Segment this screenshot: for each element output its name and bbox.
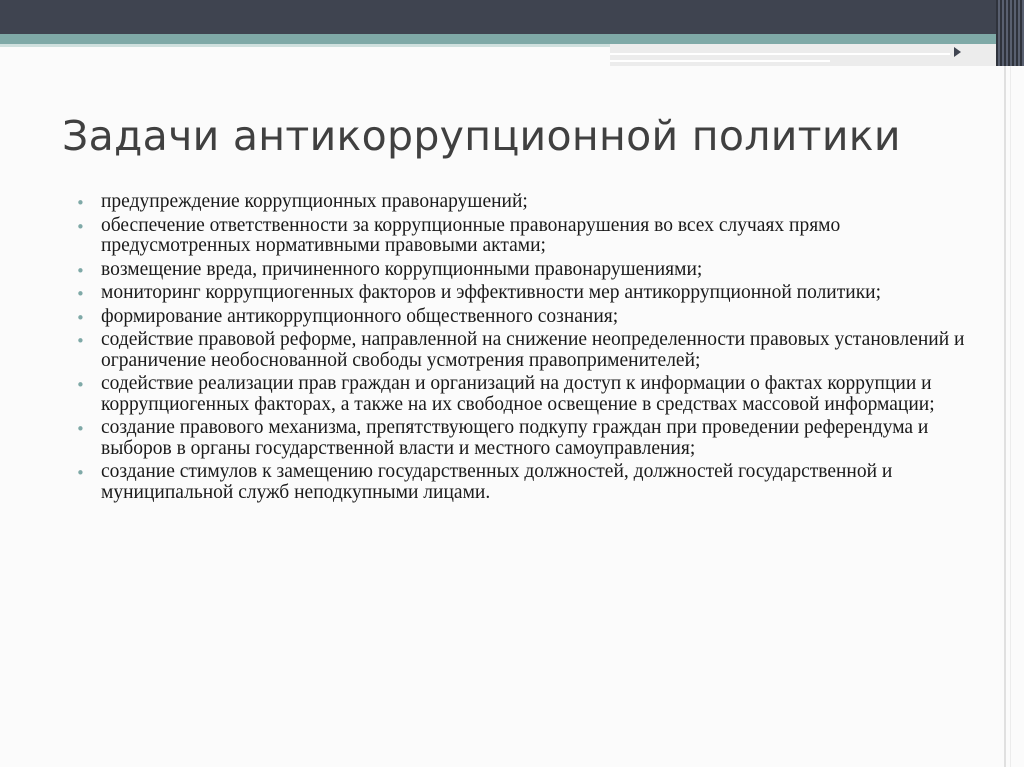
task-list	[76, 192, 976, 506]
header-right-line	[610, 53, 950, 55]
list-item	[76, 418, 976, 459]
list-item-text: обеспечение ответственности за коррупционные правонарушения во всех случаях прямо предусмотренных нормативными правовыми актами;	[101, 214, 841, 256]
list-item	[76, 462, 976, 503]
header-accent-line	[0, 44, 610, 47]
header-edge-stripes	[996, 0, 1024, 66]
header-right-panel	[610, 44, 1024, 66]
list-item	[76, 216, 976, 257]
bullet-icon: •	[76, 194, 85, 212]
list-item	[76, 330, 976, 371]
list-item-text: предупреждение коррупционных правонарушений;	[101, 191, 528, 212]
right-edge-line	[1004, 66, 1006, 767]
right-edge-line-thin	[1010, 66, 1011, 767]
list-item-text: создание стимулов к замещению государственных должностей, должностей государственной и муниципальной служб неподкупными лицами.	[101, 461, 893, 503]
header-teal-bar	[0, 34, 1024, 44]
header-dark-bar	[0, 0, 1024, 34]
list-item-text: содействие реализации прав граждан и организаций на доступ к информации о фактах коррупции и коррупциогенных факторах, а также на их свободное освещение в средствах массовой информации;	[101, 373, 935, 415]
list-item-text: возмещение вреда, причиненного коррупционными правонарушениями;	[101, 258, 703, 280]
bullet-icon: •	[76, 308, 85, 327]
bullet-icon: •	[76, 217, 85, 236]
slide-title: Задачи антикоррупционной политики	[62, 112, 901, 160]
bullet-icon: •	[76, 261, 85, 280]
bullet-icon: •	[76, 376, 85, 394]
list-item-text: содействие правовой реформе, направленной на снижение неопределенности правовых установлений и ограничение необоснованной свободы усмотрения правоприменителей;	[101, 329, 965, 371]
bullet-icon: •	[76, 332, 85, 350]
list-item	[76, 283, 976, 304]
bullet-icon: •	[76, 464, 85, 482]
header-triangle-icon	[954, 47, 961, 57]
header-right-line-short	[610, 60, 830, 62]
bullet-icon: •	[76, 285, 85, 303]
list-item	[76, 192, 976, 213]
list-item	[76, 307, 976, 328]
bullet-icon: •	[76, 420, 85, 438]
list-item-text: создание правового механизма, препятствующего подкупу граждан при проведении референдума и выборов в органы государственной власти и местного самоуправления;	[101, 417, 929, 459]
list-item-text: формирование антикоррупционного общественного сознания;	[101, 305, 619, 327]
list-item	[76, 260, 976, 281]
list-item-text: мониторинг коррупциогенных факторов и эффективности мер антикоррупционной политики;	[101, 282, 882, 303]
list-item	[76, 374, 976, 415]
